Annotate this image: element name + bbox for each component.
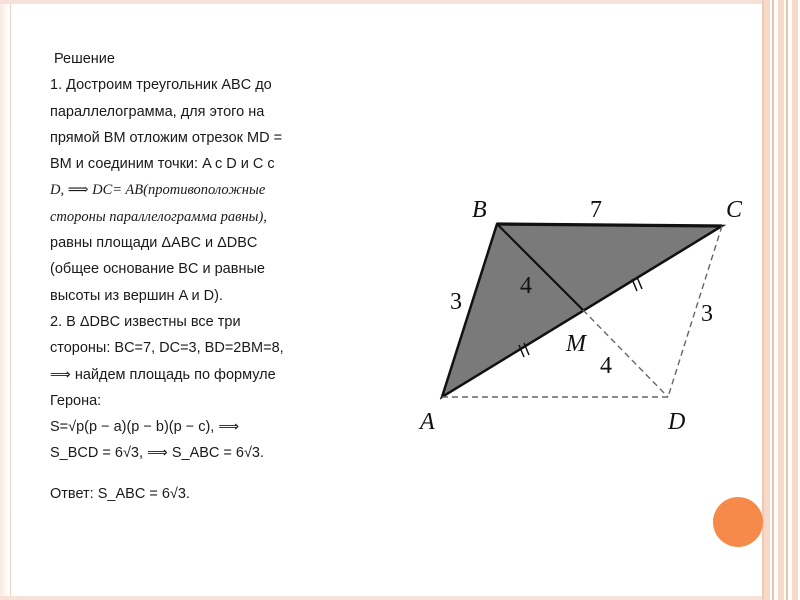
slide-border-top [0,0,764,4]
slide-border-left [0,0,8,600]
solution-line: высоты из вершин A и D). [50,287,223,304]
solution-line: 2. В ΔDBC известны все три [50,313,241,330]
slide-border-left-line [10,0,11,600]
point-label-c: C [726,197,743,223]
length-label-cd: 3 [701,301,713,327]
answer-line: Ответ: S_ABC = 6√3. [50,485,190,502]
solution-line: стороны: BC=7, DC=3, BD=2BM=8, [50,340,284,357]
solution-line: прямой BM отложим отрезок MD = [50,129,283,146]
segment-md [583,310,668,397]
solution-text [50,46,310,507]
solution-line: BM и соединим точки: A с D и C с [50,156,275,173]
length-label-bm: 4 [520,273,532,299]
solution-line: параллелограмма, для этого на [50,103,265,120]
solution-line: D, ⟹ DC= AB(противоположные [50,182,266,199]
point-label-m: M [566,331,586,357]
heron-formula: S=√p(p − a)(p − b)(p − c), ⟹ [50,419,240,436]
parallelogram-diagram [400,175,760,455]
length-label-ab: 3 [450,289,462,315]
segment-bc [497,224,722,226]
length-label-bc: 7 [590,197,602,223]
slide-border-right [764,0,800,600]
solution-line: Герона: [50,392,102,409]
slide-border-bottom [0,596,764,600]
solution-line: стороны параллелограмма равны), [50,208,267,225]
solution-line: равны площади ΔABC и ΔDBC [50,235,258,252]
length-label-md: 4 [600,353,612,379]
solution-line: (общее основание BC и равные [50,261,265,278]
area-result: S_BCD = 6√3, ⟹ S_ABC = 6√3. [50,445,265,462]
solution-heading: Решение [54,51,115,67]
decorative-orange-circle [713,497,763,547]
solution-line: 1. Достроим треугольник ABC до [50,77,272,94]
point-label-a: A [420,409,435,435]
point-label-d: D [668,409,686,435]
solution-line: ⟹ найдем площадь по формуле [50,366,276,383]
point-label-b: B [472,197,487,223]
